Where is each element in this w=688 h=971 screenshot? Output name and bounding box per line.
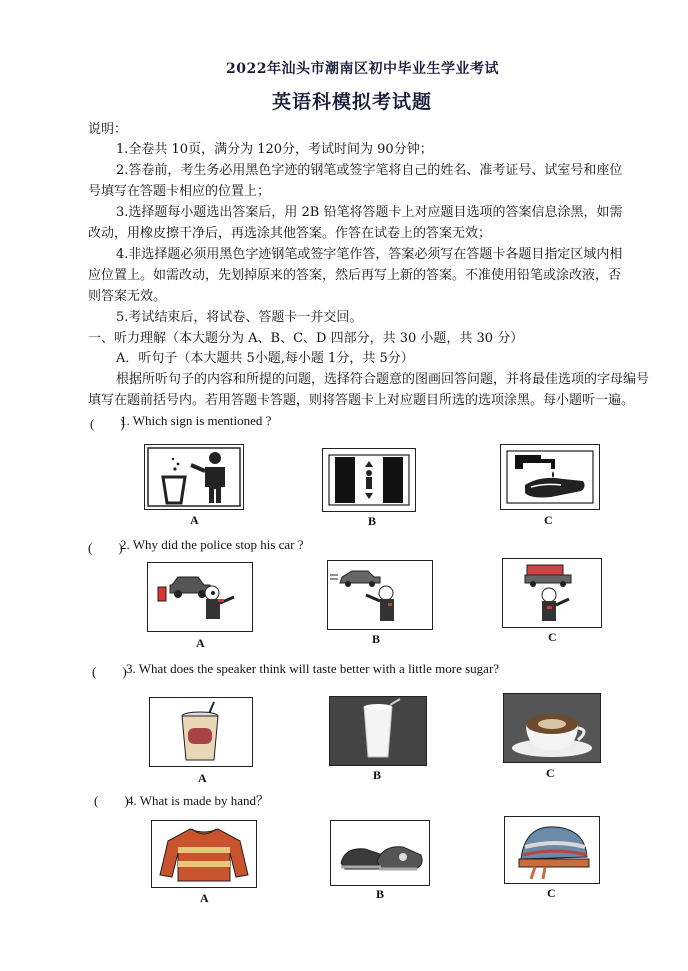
answer-blank[interactable]: ( ) (88, 540, 123, 555)
option-label: B (373, 768, 382, 782)
instruction-line: 则答案无效。 (88, 289, 167, 304)
option-label: A (200, 891, 209, 905)
option-image-knitted-hat (504, 816, 600, 884)
option-image-overloaded-truck (502, 558, 602, 628)
instruction-line: 5.考试结束后，将试卷、答题卡一并交回。 (116, 310, 363, 325)
answer-blank[interactable]: ( ) (92, 664, 127, 679)
option-label: C (544, 513, 553, 527)
option-label: B (372, 632, 381, 646)
answer-blank[interactable]: ( ) (90, 416, 125, 431)
option-label: A (190, 513, 199, 527)
instruction-line: 4.非选择题必须用黑色字迹钢笔或签字笔作答，答案必须写在答题卡各题目指定区域内相 (116, 247, 623, 262)
option-label: B (368, 514, 377, 528)
option-image-no-littering-sign (144, 444, 244, 510)
section-part: A．听句子（本大题共 5小题,每小题 1分，共 5分） (116, 351, 414, 366)
option-image-car-crash (147, 562, 253, 632)
option-image-speeding-car (327, 560, 433, 630)
instruction-line: 应位置上。如需改动，先划掉原来的答案，然后再写上新的答案。不准使用铅笔或涂改液，否 (88, 268, 622, 283)
option-image-sweater (151, 820, 257, 888)
option-image-coffee-cup (503, 693, 601, 763)
option-image-glass-of-milk (329, 696, 427, 766)
section-title: 一、听力理解（本大题分为 A、B、C、D 四部分，共 30 小题，共 30 分） (88, 331, 524, 346)
exam-title: 2022年汕头市潮南区初中毕业生学业考试 (226, 61, 499, 77)
section-directions: 填写在题前括号内。若用答题卡答题，则将答题卡上对应题目所选的选项涂黑。每小题听一遍。 (88, 393, 635, 408)
option-image-iced-drink (149, 697, 253, 767)
option-image-shoes (330, 820, 430, 886)
instruction-line: 3.选择题每小题选出答案后，用 2B 铅笔将答题卡上对应题目选项的答案信息涂黑，如需 (116, 205, 623, 220)
option-label: C (548, 630, 557, 644)
instructions-heading: 说明： (88, 122, 128, 137)
question-text: 2. Why did the police stop his car ? (120, 537, 304, 552)
question-text: 1. Which sign is mentioned ? (120, 413, 272, 428)
instruction-line: 号填写在答题卡相应的位置上； (88, 184, 271, 199)
section-directions: 根据所听句子的内容和所提的问题，选择符合题意的图画回答问题，并将最佳选项的字母编号 (116, 372, 650, 387)
instruction-line: 1.全卷共 10页，满分为 120分，考试时间为 90分钟； (116, 142, 433, 157)
option-image-wash-hands-sign (500, 444, 600, 510)
question-text: 4. What is made by hand？ (127, 793, 270, 808)
option-label: A (196, 636, 205, 650)
instruction-line: 2.答卷前，考生务必用黑色字迹的钢笔或签字笔将自己的姓名、准考证号、试室号和座位 (116, 163, 623, 178)
option-image-elevator-sign (322, 448, 416, 512)
option-label: C (546, 766, 555, 780)
option-label: A (198, 771, 207, 785)
option-label: B (376, 887, 385, 901)
instruction-line: 改动，用橡皮擦干净后，再选涂其他答案。作答在试卷上的答案无效； (88, 226, 492, 241)
question-text: 3. What does the speaker think will taste better with a little more sugar? (126, 661, 500, 676)
option-label: C (547, 886, 556, 900)
exam-subtitle: 英语科模拟考试题 (272, 91, 433, 113)
answer-blank[interactable]: ( ) (94, 793, 129, 808)
